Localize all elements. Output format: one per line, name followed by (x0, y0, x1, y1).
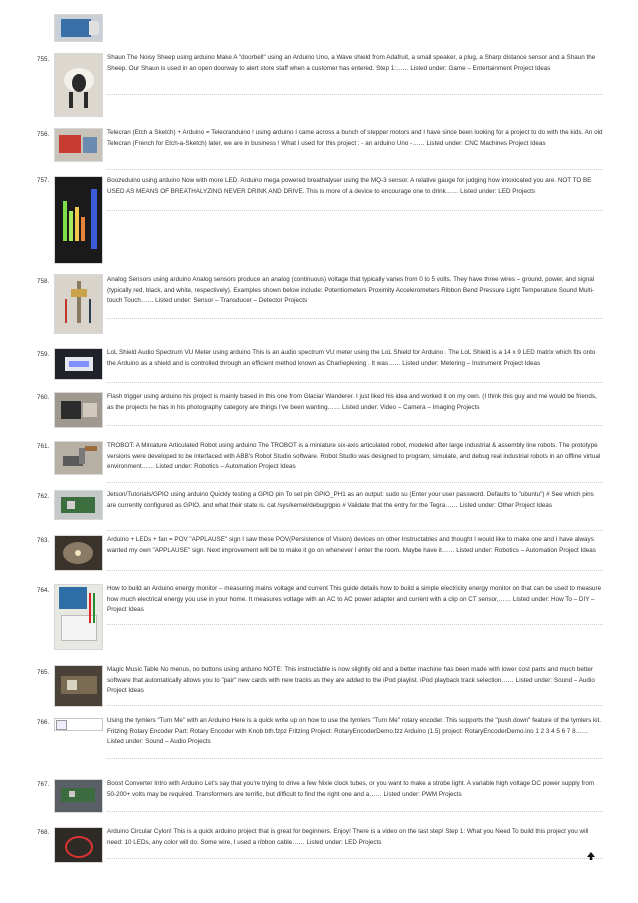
entry-text[interactable]: Using the tymlers "Turn Me" with an Arduino Here is a quick write up on how to use the tymlers "Turn Me" rotary encoder. This supports the "push down" feature of the tymlers kit. Fritzing Rotary Encoder Part: Rotary Encoder with Knob bth.fzpz Fritzing Project: RotaryEncoderDemo.fzz Arduino (1.5) project: RotaryEncoderDemo.ino 1 2 3 4 5 6 7 8…… Listed under: Sound – Audio Projects (107, 717, 602, 745)
entry-thumbnail[interactable] (54, 584, 103, 650)
entry-text[interactable]: How to build an Arduino energy monitor – measuring mains voltage and current This guide details how to build a simple electricity energy monitor on that can be used to measure how much electrical energy you use in your home. It measures voltage with an AC to AC power adapter and current with a clip on CT sensor,…… Listed under: How To – DIY – Project Ideas (107, 585, 602, 613)
entry-text[interactable]: Shaun The Noisy Sheep using arduino Make A "doorbell" using an Arduino Uno, a Wave shield from Adafruit, a small speaker, a plug, a Sharp distance sensor and a Shaun the Sheep. Our Shaun is used in an open doorway to alert store staff when a customer has entered. Step 1:…… Listed under: Game – Entertainment Project Ideas (107, 54, 596, 72)
divider (107, 482, 603, 483)
divider (107, 811, 603, 812)
divider (107, 94, 603, 95)
entry-thumbnail[interactable] (54, 441, 103, 475)
broken-image-icon[interactable] (54, 718, 103, 731)
entry-thumbnail[interactable] (54, 14, 103, 42)
entry-number: 767. (37, 781, 50, 788)
entry-thumbnail[interactable] (54, 535, 103, 571)
entry-number: 756. (37, 131, 50, 138)
entry-text[interactable]: Jetson/Tutorials/GPIO using arduino Quickly testing a GPIO pin To set pin GPIO_PH1 as an output: sudo su (Enter your user password. Defaults to "ubuntu") # See which pins are currently configured as GPIO, and what their state is. cat /sys/kernel/debug/gpio # Validate that the entry for the Tegra…… Listed under: Other Project Ideas (107, 491, 594, 509)
entry-number: 758. (37, 278, 50, 285)
divider (107, 318, 603, 319)
divider (107, 758, 603, 759)
entry-number: 768. (37, 829, 50, 836)
divider (107, 210, 603, 211)
divider (107, 570, 603, 571)
entry-thumbnail[interactable] (54, 274, 103, 334)
entry-text[interactable]: Flash trigger using arduino his project is mainly based in this one from Glaciar Wanderer. I just liked his idea and worked it on my own. (I think this guy and me would be friends, as the projects he has in his photography category are things I've been wanting…… Listed under: Video – Camera – Imaging Projects (107, 393, 597, 411)
divider (107, 705, 603, 706)
entry-number: 766. (37, 719, 50, 726)
entry-thumbnail[interactable] (54, 348, 103, 380)
entry-thumbnail[interactable] (54, 176, 103, 264)
entry-thumbnail[interactable] (54, 128, 103, 162)
entry-text[interactable]: Analog Sensors using arduino Analog sensors produce an analog (continuous) voltage that typically varies from 0 to 5 volts. They have three wires – ground, power, and signal (typically red, black, and white, respectively). Examples shown below include: Potentiometers Proximity Accelerometers Ribbon Bend Pressure Light Temperature Sound Multi-touch Touch…… Listed under: Sensor – Transducer – Detector Projects (107, 276, 595, 304)
divider (107, 530, 603, 531)
entry-text[interactable]: Arduino + LEDs + fan = POV "APPLAUSE" sign I saw these POV(Persistence of Vision) devices on other Instructables and thought I would like to make one and I have always wanted my own "APPLAUSE" sign. Next improvement will be to make it go on whenever I enter the room. Maybe have it…… Listed under: Robotics – Automation Project Ideas (107, 536, 596, 554)
entry-number: 761. (37, 443, 50, 450)
entry-number: 762. (37, 493, 50, 500)
entry-thumbnail[interactable] (54, 490, 103, 520)
divider (107, 382, 603, 383)
entry-text[interactable]: Boozeduino using arduino Now with more LED. Arduino mega powered breathalyser using the MQ-3 sensor. A relative gauge for judging how intoxicated you are. NOT TO BE USED AS MEANS OF BREATHALYZING NEVER DRINK AND DRIVE. This is more of a device to encourage one to drink…… Listed under: LED Projects (107, 177, 592, 195)
entry-thumbnail[interactable] (54, 53, 103, 117)
scroll-to-top-icon[interactable] (586, 851, 596, 861)
divider (107, 858, 603, 859)
divider (107, 169, 603, 170)
entry-thumbnail[interactable] (54, 392, 103, 428)
entry-thumbnail[interactable] (54, 665, 103, 707)
entry-thumbnail[interactable] (54, 779, 103, 813)
entry-text[interactable]: Arduino Circular Cylon! This is a quick arduino project that is great for beginners. Enjoy! There is a video on the last step! Step 1: What you Need To build this project you will need: 10 LEDs, any color will do. Some wire, I used a ribbon cable…… Listed under: LED Projects (107, 828, 589, 846)
entry-number: 757. (37, 177, 50, 184)
entry-number: 759. (37, 351, 50, 358)
entry-number: 763. (37, 537, 50, 544)
entry-thumbnail[interactable] (54, 827, 103, 863)
entry-text[interactable]: Telecran (Etch a Sketch) + Arduino = Telecranduino ! using arduino I came across a bunch of stepper motors and I have since been looking for a project to do with the kids. An old Telecran (French for Etch-a-Sketch) later, we are in business ! What I used for this project : - an arduino Uno -…… Listed under: CNC Machines Project Ideas (107, 129, 603, 147)
entry-number: 760. (37, 394, 50, 401)
entry-number: 764. (37, 587, 50, 594)
entry-number: 755. (37, 56, 50, 63)
divider (107, 624, 603, 625)
entry-text[interactable]: Boost Converter Intro with Arduino Let's say that you're trying to drive a few Nixie clock tubes, or you want to make a strobe light. A variable high voltage DC power supply from 50-200+ volts may be required. Transformers are terrific, but difficult to find the right one and a…… Listed under: PWM Projects (107, 780, 595, 798)
entry-number: 765. (37, 669, 50, 676)
entry-text[interactable]: LoL Shield Audio Spectrum VU Meter using arduino This is an audio spectrum VU meter using the LoL Shield for Arduino . The LoL Shield is a 14 x 9 LED matrix which fits onto the Arduino as a shield and is controlled through an efficient method known as Charlieplexing . It was…… Listed under: Metering – Instrument Project Ideas (107, 349, 596, 367)
divider (107, 425, 603, 426)
entry-text[interactable]: Magic Music Table No menus, no buttons using arduino NOTE: This instructable is now slightly old and a better machine has been made with lower cost parts and much better software that automatically allows you to "pair" new cards with new tracks as they are added to the iPod playlist. iPod playback track selection…… Listed under: Sound – Audio Project Ideas (107, 666, 595, 694)
entry-text[interactable]: TROBOT: A Miniature Articulated Robot using arduino The TROBOT is a miniature six-axis articulated robot, modeled after large industrial & assembly line robots. The prototype versions were developed to be interfaced with ABB's Robot Studio software. Robot Studio was designed to program, simulate, and debug real industrial robots in an offline virtual environment…… Listed under: Robotics – Automation Project Ideas (107, 442, 601, 470)
